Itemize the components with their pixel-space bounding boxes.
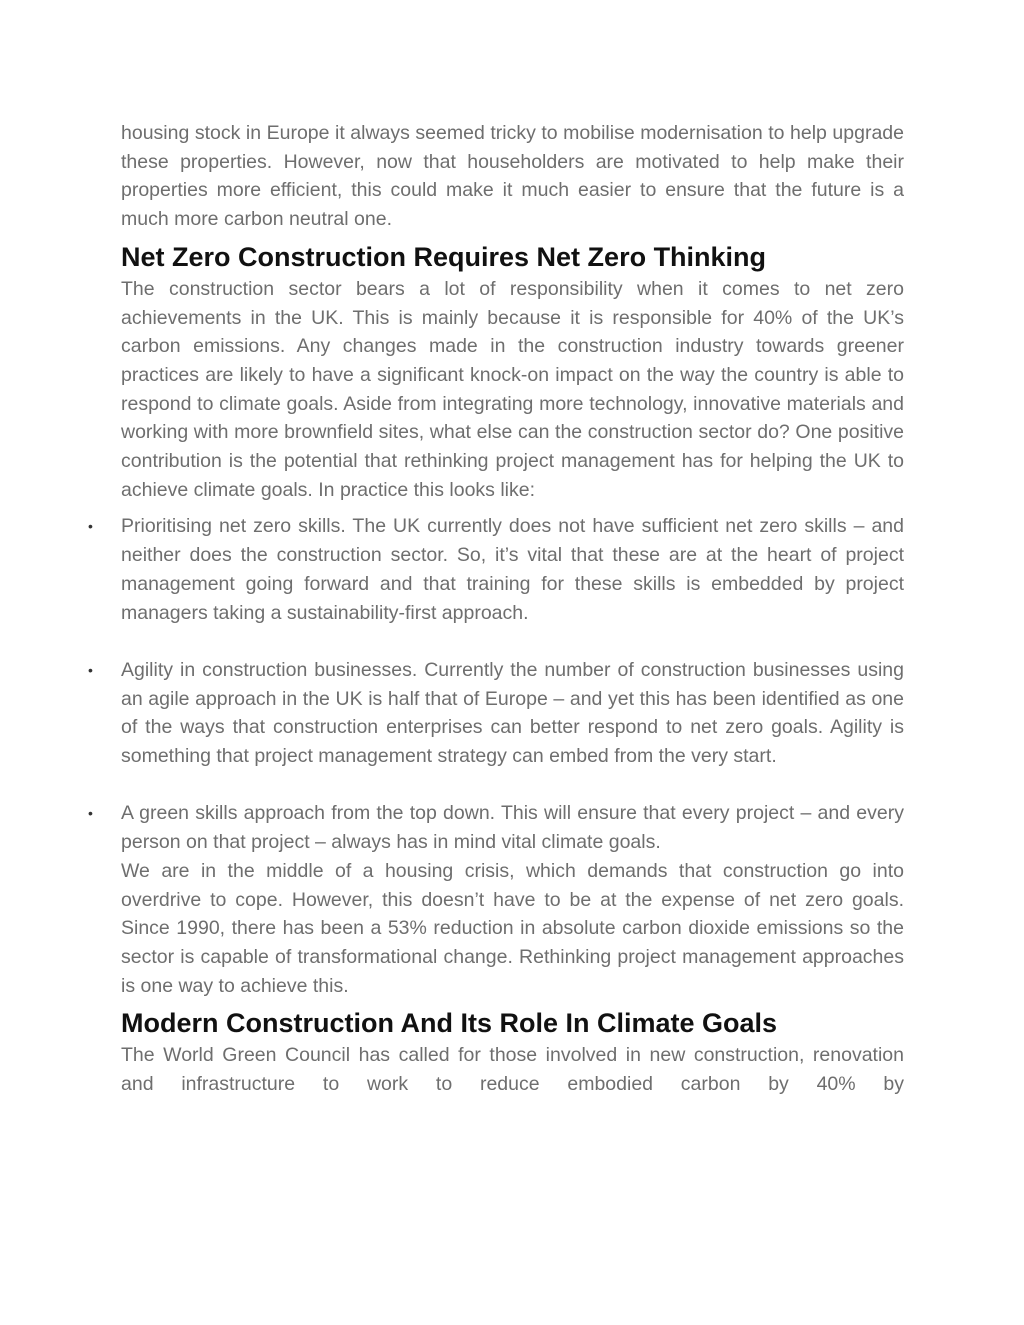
list-item [88,771,904,857]
list-item [88,627,904,771]
list-item [88,512,904,627]
intro-paragraph: housing stock in Europe it always seemed tricky to mobilise modernisation to help upgrade these properties. However, now that householders are motivated to help make their properties more efficient, this could make it much easier to ensure that the future is a much more carbon neutral one. [121,122,904,231]
section-heading-modern-construction: Modern Construction And Its Role In Climate Goals [121,1008,778,1039]
section-heading-net-zero-thinking: Net Zero Construction Requires Net Zero Thinking [121,241,767,272]
bullet-icon: • [88,518,93,535]
bullet-icon: • [88,805,93,822]
section-body-net-zero-thinking: The construction sector bears a lot of responsibility when it comes to net zero achievements in the UK. This is mainly because it is responsible for 40% of the UK’s carbon emissions. Any changes made in the construction industry towards greener practices are likely to have a significant knock-on impact on the way the country is able to respond to climate goals. Aside from integrating more technology, innovative materials and working with more brownfield sites, what else can the construction sector do? One positive contribution is the potential that rethinking project management has for helping the UK to achieve climate goals. In practice this looks like: [121,277,904,501]
bullet-text-green-skills: A green skills approach from the top down. This will ensure that every project – and every person on that project – always has in mind vital climate goals. [121,802,904,854]
bullet-icon: • [88,661,93,678]
section-body-modern-construction: The World Green Council has called for those involved in new construction, renovation and infrastructure to work to reduce embodied carbon by 40% by [121,1044,904,1096]
bullet-text-net-zero-skills: Prioritising net zero skills. The UK currently does not have sufficient net zero skills – and neither does the construction sector. So, it’s vital that these are at the heart of project management going forward and that training for these skills is embedded by project managers taking a sustainability-first approach. [121,515,904,624]
document-page [88,119,904,1099]
closing-paragraph: We are in the middle of a housing crisis, which demands that construction go into overdrive to cope. However, this doesn’t have to be at the expense of net zero goals. Since 1990, there has been a 53% reduction in absolute carbon dioxide emissions so the sector is capable of transformational change. Rethinking project management approaches is one way to achieve this. [121,859,904,997]
bullet-list [88,512,904,856]
bullet-text-agility: Agility in construction businesses. Currently the number of construction businesses using an agile approach in the UK is half that of Europe – and yet this has been identified as one of the ways that construction enterprises can better respond to net zero goals. Agility is something that project management strategy can embed from the very start. [121,658,904,768]
